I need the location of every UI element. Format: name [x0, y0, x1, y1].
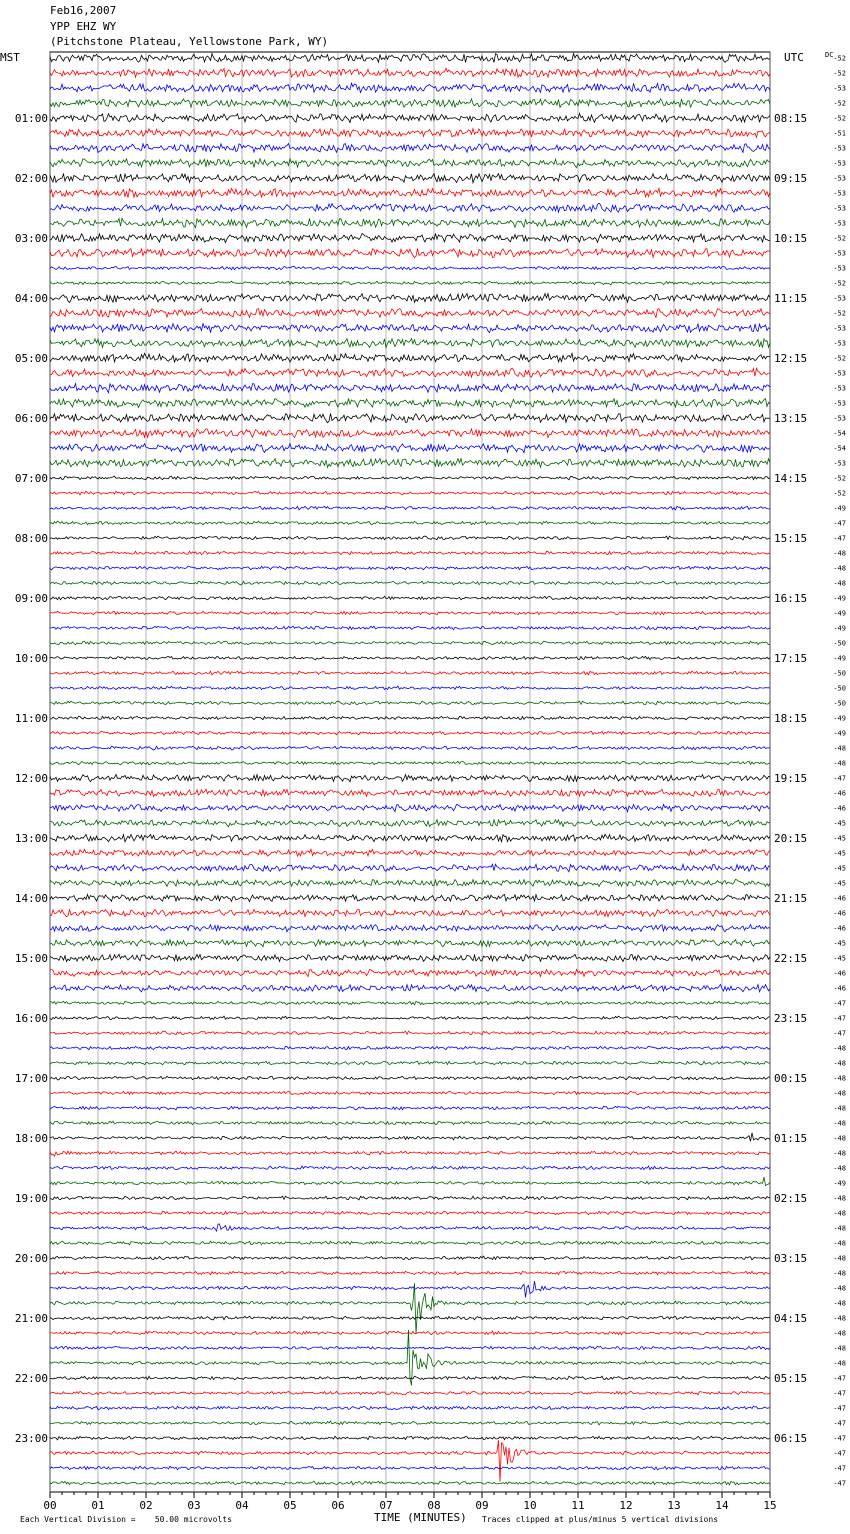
- trace-row: [50, 1283, 770, 1334]
- trace-row: [50, 1224, 770, 1231]
- header-date: Feb16,2007: [50, 4, 117, 17]
- trace-row: [50, 864, 770, 872]
- trace-row: [50, 249, 770, 258]
- utc-hour-label: 01:15: [774, 1132, 808, 1145]
- dc-offset-label: -52: [833, 474, 846, 483]
- dc-offset-label: -53: [833, 84, 846, 93]
- trace-row: [50, 1346, 770, 1350]
- dc-offset-label: -47: [833, 1014, 846, 1023]
- dc-offset-label: -53: [833, 459, 846, 468]
- trace-row: [50, 1436, 770, 1440]
- dc-offset-label: -48: [833, 1329, 846, 1338]
- dc-offset-label: -48: [833, 744, 846, 753]
- dc-offset-label: -54: [833, 429, 846, 438]
- x-tick-label: 04: [235, 1499, 249, 1512]
- utc-hour-label: 06:15: [774, 1432, 808, 1445]
- dc-offset-label: -48: [833, 1344, 846, 1353]
- mst-hour-label: 12:00: [14, 772, 48, 785]
- utc-hour-label: 23:15: [774, 1012, 808, 1025]
- trace-row: [50, 775, 770, 782]
- dc-offset-label: -48: [833, 1134, 846, 1143]
- trace-row: [50, 1241, 770, 1245]
- dc-offset-label: -53: [833, 219, 846, 228]
- dc-offset-label: -45: [833, 819, 846, 828]
- trace-row: [50, 144, 770, 153]
- dc-label: DC: [825, 51, 834, 59]
- trace-row: [50, 671, 770, 675]
- x-tick-label: 01: [91, 1499, 105, 1512]
- dc-offset-label: -45: [833, 939, 846, 948]
- dc-offset-label: -45: [833, 864, 846, 873]
- trace-row: [50, 581, 770, 585]
- trace-row: [50, 1166, 770, 1170]
- trace-row: [50, 1421, 770, 1425]
- x-tick-label: 06: [331, 1499, 345, 1512]
- dc-offset-label: -48: [833, 1104, 846, 1113]
- utc-hour-label: 13:15: [774, 412, 808, 425]
- mst-hour-label: 02:00: [14, 172, 48, 185]
- mst-hour-label: 11:00: [14, 712, 48, 725]
- trace-row: [50, 444, 770, 453]
- trace-row: [50, 1046, 770, 1050]
- trace-row: [50, 188, 770, 197]
- trace-row: [50, 566, 770, 570]
- trace-row: [50, 129, 770, 138]
- trace-row: [50, 309, 770, 318]
- x-axis-title: TIME (MINUTES): [374, 1511, 467, 1524]
- dc-offset-label: -45: [833, 954, 846, 963]
- utc-hour-label: 18:15: [774, 712, 808, 725]
- dc-offset-label: -49: [833, 714, 846, 723]
- dc-offset-label: -46: [833, 894, 846, 903]
- trace-row: [50, 1061, 770, 1065]
- dc-offset-label: -48: [833, 1119, 846, 1128]
- dc-offset-label: -52: [833, 99, 846, 108]
- mst-hour-label: 10:00: [14, 652, 48, 665]
- trace-row: [50, 1440, 770, 1482]
- dc-offset-label: -47: [833, 1374, 846, 1383]
- trace-row: [50, 281, 770, 285]
- dc-offset-label: -49: [833, 594, 846, 603]
- trace-row: [50, 925, 770, 932]
- trace-row: [50, 174, 770, 183]
- trace-row: [50, 414, 770, 423]
- mst-hour-label: 22:00: [14, 1372, 48, 1385]
- dc-offset-label: -49: [833, 1179, 846, 1188]
- trace-row: [50, 491, 770, 495]
- trace-row: [50, 1481, 770, 1485]
- trace-row: [50, 746, 770, 750]
- axis-labels: [0, 51, 846, 1512]
- utc-hour-label: 02:15: [774, 1192, 808, 1205]
- trace-row: [50, 596, 770, 600]
- dc-offset-label: -48: [833, 1209, 846, 1218]
- dc-offset-label: -53: [833, 369, 846, 378]
- mst-hour-label: 17:00: [14, 1072, 48, 1085]
- trace-row: [50, 641, 770, 645]
- x-tick-label: 14: [715, 1499, 729, 1512]
- dc-offset-label: -47: [833, 1419, 846, 1428]
- dc-offset-label: -49: [833, 504, 846, 513]
- trace-row: [50, 611, 770, 615]
- trace-row: [50, 1133, 770, 1142]
- trace-row: [50, 324, 770, 333]
- x-tick-label: 05: [283, 1499, 297, 1512]
- dc-offset-label: -48: [833, 579, 846, 588]
- trace-row: [50, 368, 770, 377]
- trace-row: [50, 701, 770, 705]
- trace-row: [50, 1151, 770, 1156]
- mst-hour-label: 09:00: [14, 592, 48, 605]
- mst-hour-label: 19:00: [14, 1192, 48, 1205]
- dc-offset-label: -48: [833, 1269, 846, 1278]
- header-location: (Pitchstone Plateau, Yellowstone Park, WY): [50, 35, 329, 48]
- minute-grid: [50, 52, 770, 1498]
- scale-note: Each Vertical Division = 50.00 microvolts: [20, 1515, 232, 1524]
- trace-row: [50, 940, 770, 947]
- trace-row: [50, 266, 770, 270]
- trace-row: [50, 54, 770, 63]
- mst-hour-label: 08:00: [14, 532, 48, 545]
- dc-offset-label: -48: [833, 1149, 846, 1158]
- mst-hour-label: 05:00: [14, 352, 48, 365]
- utc-hour-label: 16:15: [774, 592, 808, 605]
- x-tick-label: 08: [427, 1499, 441, 1512]
- trace-row: [50, 686, 770, 690]
- mst-hour-label: 13:00: [14, 832, 48, 845]
- trace-row: [50, 506, 770, 510]
- dc-offset-label: -46: [833, 909, 846, 918]
- x-tick-label: 09: [475, 1499, 489, 1512]
- dc-offset-label: -50: [833, 684, 846, 693]
- trace-row: [50, 1466, 770, 1470]
- dc-offset-label: -52: [833, 234, 846, 243]
- trace-row: [50, 834, 770, 842]
- trace-row: [50, 954, 770, 961]
- dc-offset-label: -48: [833, 1074, 846, 1083]
- dc-offset-label: -51: [833, 129, 846, 138]
- trace-row: [50, 429, 770, 438]
- dc-offset-label: -53: [833, 294, 846, 303]
- trace-row: [50, 969, 770, 976]
- dc-offset-label: -47: [833, 519, 846, 528]
- utc-hour-label: 20:15: [774, 832, 808, 845]
- trace-row: [50, 879, 770, 886]
- mst-hour-label: 04:00: [14, 292, 48, 305]
- utc-hour-label: 04:15: [774, 1312, 808, 1325]
- utc-hour-label: 14:15: [774, 472, 808, 485]
- clip-note: Traces clipped at plus/minus 5 vertical divisions: [482, 1515, 719, 1524]
- utc-hour-label: 00:15: [774, 1072, 808, 1085]
- mst-hour-label: 07:00: [14, 472, 48, 485]
- trace-row: [50, 353, 770, 362]
- dc-offset-label: -48: [833, 1224, 846, 1233]
- mst-hour-label: 20:00: [14, 1252, 48, 1265]
- dc-offset-label: -47: [833, 999, 846, 1008]
- x-tick-label: 15: [763, 1499, 777, 1512]
- dc-offset-label: -48: [833, 1314, 846, 1323]
- dc-offset-label: -53: [833, 249, 846, 258]
- trace-row: [50, 203, 770, 212]
- trace-row: [50, 294, 770, 303]
- trace-row: [50, 399, 770, 408]
- dc-offset-label: -46: [833, 789, 846, 798]
- trace-row: [50, 536, 770, 540]
- dc-offset-label: -47: [833, 1479, 846, 1488]
- dc-offset-label: -47: [833, 774, 846, 783]
- dc-offset-label: -52: [833, 279, 846, 288]
- trace-row: [50, 1391, 770, 1395]
- mst-hour-label: 21:00: [14, 1312, 48, 1325]
- trace-row: [50, 521, 770, 525]
- trace-row: [50, 1106, 770, 1110]
- x-tick-label: 10: [523, 1499, 537, 1512]
- dc-offset-label: -48: [833, 549, 846, 558]
- mst-hour-label: 03:00: [14, 232, 48, 245]
- utc-hour-label: 17:15: [774, 652, 808, 665]
- trace-row: [50, 1121, 770, 1125]
- dc-offset-label: -47: [833, 1464, 846, 1473]
- utc-axis-label: UTC: [784, 51, 804, 64]
- x-tick-label: 13: [667, 1499, 681, 1512]
- utc-hour-label: 03:15: [774, 1252, 808, 1265]
- trace-row: [50, 789, 770, 796]
- dc-offset-label: -48: [833, 1359, 846, 1368]
- x-tick-label: 12: [619, 1499, 633, 1512]
- trace-row: [50, 1196, 770, 1200]
- dc-offset-label: -48: [833, 759, 846, 768]
- trace-row: [50, 894, 770, 901]
- dc-offset-label: -53: [833, 324, 846, 333]
- dc-offset-label: -47: [833, 1029, 846, 1038]
- utc-hour-label: 12:15: [774, 352, 808, 365]
- trace-row: [50, 985, 770, 992]
- trace-row: [50, 1316, 770, 1320]
- dc-offset-label: -48: [833, 564, 846, 573]
- trace-row: [50, 626, 770, 630]
- trace-row: [50, 1256, 770, 1260]
- dc-offset-label: -53: [833, 144, 846, 153]
- dc-offset-label: -53: [833, 189, 846, 198]
- trace-row: [50, 909, 770, 916]
- trace-row: [50, 731, 770, 735]
- dc-offset-label: -48: [833, 1254, 846, 1263]
- dc-offset-label: -47: [833, 1449, 846, 1458]
- trace-row: [50, 551, 770, 555]
- trace-row: [50, 113, 770, 122]
- dc-offset-label: -45: [833, 849, 846, 858]
- traces-group: [50, 54, 770, 1485]
- utc-hour-label: 11:15: [774, 292, 808, 305]
- dc-offset-label: -53: [833, 174, 846, 183]
- trace-row: [50, 99, 770, 108]
- dc-offset-label: -48: [833, 1164, 846, 1173]
- dc-offset-label: -53: [833, 264, 846, 273]
- utc-hour-label: 22:15: [774, 952, 808, 965]
- dc-offset-label: -49: [833, 624, 846, 633]
- trace-row: [50, 761, 770, 765]
- dc-offset-label: -53: [833, 384, 846, 393]
- dc-offset-label: -48: [833, 1044, 846, 1053]
- dc-offset-label: -48: [833, 1239, 846, 1248]
- dc-offset-label: -49: [833, 729, 846, 738]
- dc-offset-label: -53: [833, 399, 846, 408]
- dc-offset-label: -45: [833, 834, 846, 843]
- dc-offset-label: -52: [833, 54, 846, 63]
- mst-hour-label: 06:00: [14, 412, 48, 425]
- x-tick-label: 03: [187, 1499, 201, 1512]
- mst-hour-label: 16:00: [14, 1012, 48, 1025]
- utc-hour-label: 09:15: [774, 172, 808, 185]
- dc-offset-label: -53: [833, 204, 846, 213]
- trace-row: [50, 459, 770, 468]
- mst-hour-label: 14:00: [14, 892, 48, 905]
- dc-offset-label: -47: [833, 1434, 846, 1443]
- dc-offset-label: -48: [833, 1299, 846, 1308]
- dc-offset-label: -50: [833, 699, 846, 708]
- dc-offset-label: -54: [833, 444, 846, 453]
- dc-offset-label: -48: [833, 1059, 846, 1068]
- dc-offset-label: -50: [833, 639, 846, 648]
- dc-offset-label: -50: [833, 669, 846, 678]
- dc-offset-label: -48: [833, 1089, 846, 1098]
- dc-offset-label: -53: [833, 414, 846, 423]
- trace-row: [50, 218, 770, 227]
- dc-offset-label: -52: [833, 354, 846, 363]
- dc-offset-label: -46: [833, 924, 846, 933]
- trace-row: [50, 1281, 770, 1297]
- utc-hour-label: 08:15: [774, 112, 808, 125]
- dc-offset-label: -46: [833, 804, 846, 813]
- dc-offset-label: -47: [833, 1404, 846, 1413]
- utc-hour-label: 19:15: [774, 772, 808, 785]
- dc-offset-label: -47: [833, 1389, 846, 1398]
- dc-offset-label: -53: [833, 159, 846, 168]
- utc-hour-label: 05:15: [774, 1372, 808, 1385]
- mst-hour-label: 23:00: [14, 1432, 48, 1445]
- dc-offset-label: -48: [833, 1284, 846, 1293]
- utc-hour-label: 21:15: [774, 892, 808, 905]
- x-tick-label: 02: [139, 1499, 153, 1512]
- dc-offset-label: -52: [833, 69, 846, 78]
- x-tick-label: 11: [571, 1499, 585, 1512]
- dc-offset-label: -49: [833, 654, 846, 663]
- dc-offset-label: -47: [833, 534, 846, 543]
- trace-row: [50, 1331, 770, 1335]
- trace-row: [50, 1091, 770, 1095]
- mst-hour-label: 18:00: [14, 1132, 48, 1145]
- utc-hour-label: 10:15: [774, 232, 808, 245]
- dc-offset-label: -52: [833, 489, 846, 498]
- dc-offset-label: -53: [833, 339, 846, 348]
- trace-row: [50, 384, 770, 393]
- x-tick-label: 00: [43, 1499, 57, 1512]
- dc-offset-label: -45: [833, 879, 846, 888]
- mst-hour-label: 01:00: [14, 112, 48, 125]
- trace-row: [50, 339, 770, 348]
- trace-row: [50, 804, 770, 811]
- dc-offset-label: -52: [833, 309, 846, 318]
- trace-row: [50, 656, 770, 660]
- x-tick-label: 07: [379, 1499, 393, 1512]
- trace-row: [50, 234, 770, 243]
- trace-row: [50, 1406, 770, 1410]
- utc-hour-label: 15:15: [774, 532, 808, 545]
- trace-row: [50, 1031, 770, 1035]
- trace-row: [50, 716, 770, 720]
- mst-axis-label: MST: [0, 51, 20, 64]
- dc-offset-label: -49: [833, 609, 846, 618]
- trace-row: [50, 476, 770, 480]
- header-station: YPP EHZ WY: [50, 20, 117, 33]
- trace-row: [50, 159, 770, 168]
- trace-row: [50, 820, 770, 827]
- trace-row: [50, 83, 770, 92]
- trace-row: [50, 1016, 770, 1020]
- dc-offset-label: -48: [833, 1194, 846, 1203]
- dc-offset-label: -46: [833, 969, 846, 978]
- dc-offset-label: -46: [833, 984, 846, 993]
- trace-row: [50, 1330, 770, 1386]
- trace-row: [50, 1177, 770, 1186]
- trace-row: [50, 1271, 770, 1275]
- trace-row: [50, 1211, 770, 1215]
- trace-row: [50, 1001, 770, 1005]
- trace-row: [50, 68, 770, 77]
- mst-hour-label: 15:00: [14, 952, 48, 965]
- trace-row: [50, 849, 770, 856]
- dc-offset-label: -52: [833, 114, 846, 123]
- trace-row: [50, 1076, 770, 1080]
